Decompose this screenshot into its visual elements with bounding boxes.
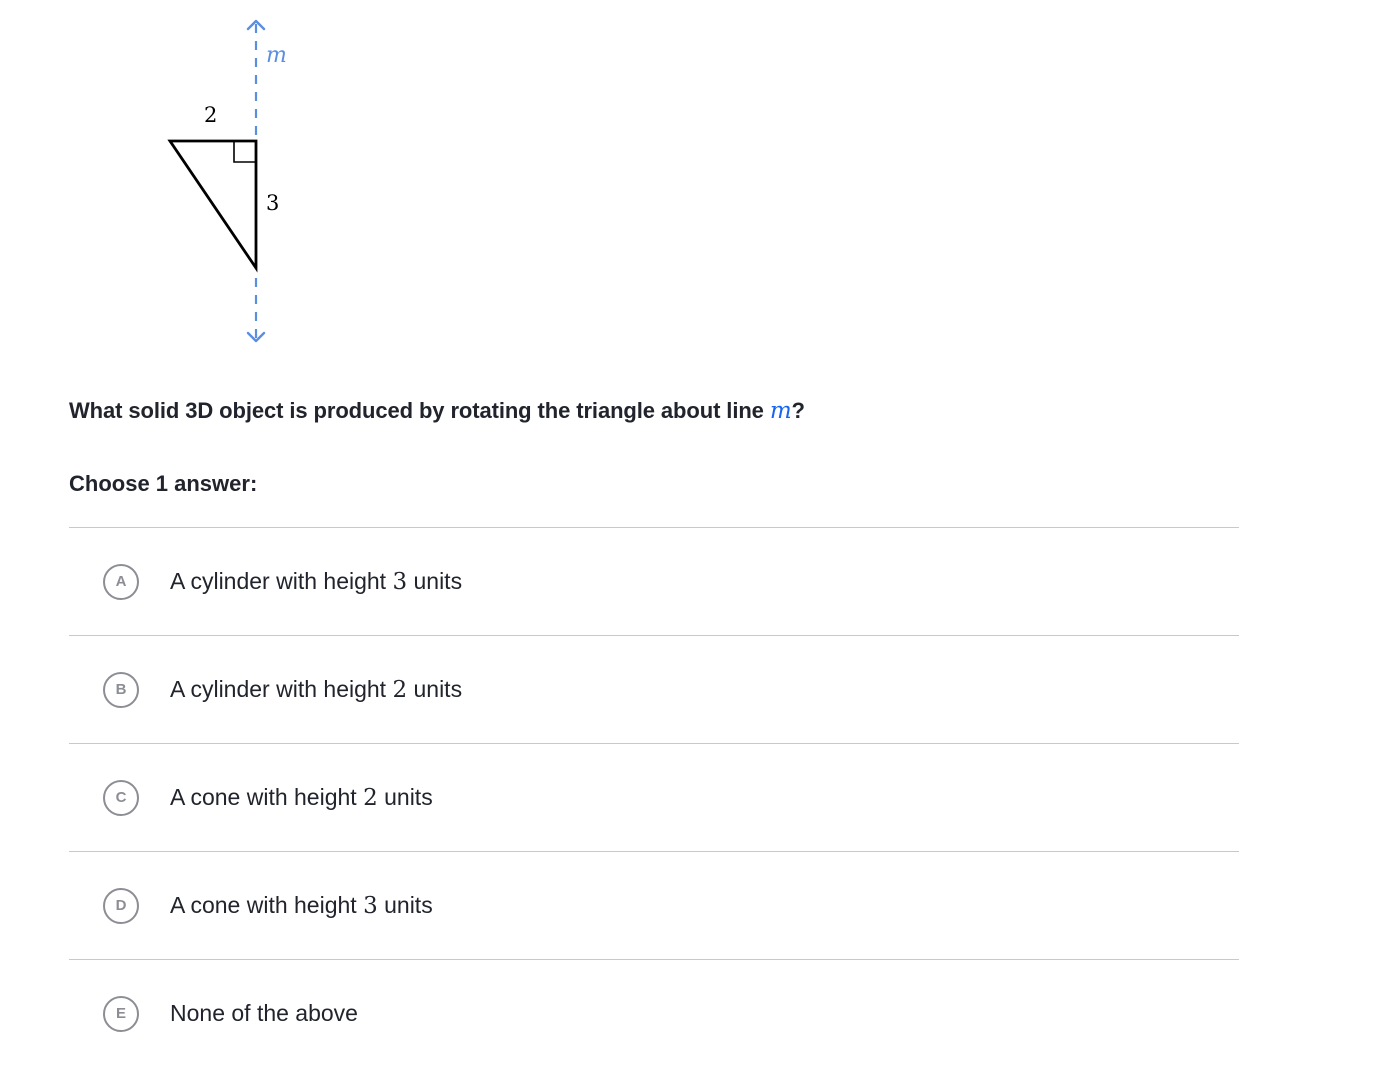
choice-a-text <box>170 568 462 595</box>
question-variable-m: m <box>769 398 792 424</box>
choice-b-number: 2 <box>392 677 408 703</box>
choice-c-number: 2 <box>363 785 378 811</box>
choose-answer-prompt: Choose 1 answer: <box>69 471 258 496</box>
choice-b[interactable] <box>69 636 1239 744</box>
choice-d-number: 3 <box>363 893 378 919</box>
choice-b-text-after: units <box>407 676 463 702</box>
choice-a-number: 3 <box>392 569 408 595</box>
choice-b-letter-badge: B <box>103 672 139 708</box>
choice-a-letter-badge: A <box>103 564 139 600</box>
choice-d-text-before: A cone with height <box>170 892 364 918</box>
triangle-rotation-figure <box>150 10 310 360</box>
choice-e-text-before: None of the above <box>170 1000 358 1026</box>
choice-e-text <box>170 1000 358 1027</box>
choice-a[interactable] <box>69 528 1239 636</box>
choice-a-text-before: A cylinder with height <box>170 568 393 594</box>
leg-side-label: 3 <box>266 191 280 215</box>
choice-c-text-before: A cone with height <box>170 784 364 810</box>
choice-d-letter-badge: D <box>103 888 139 924</box>
choice-e-letter-badge: E <box>103 996 139 1032</box>
figure-svg <box>150 10 310 360</box>
right-triangle <box>170 141 256 268</box>
question-text-before: What solid 3D object is produced by rotating the triangle about line <box>69 398 770 423</box>
answer-choices-list <box>69 527 1239 1067</box>
choice-c[interactable] <box>69 744 1239 852</box>
choice-c-text <box>170 784 433 811</box>
choice-d[interactable] <box>69 852 1239 960</box>
choice-c-text-after: units <box>377 784 433 810</box>
choice-a-text-after: units <box>407 568 463 594</box>
choice-b-text <box>170 676 462 703</box>
line-m-label: m <box>266 43 287 68</box>
question-text-after: ? <box>791 398 805 423</box>
choice-c-letter-badge: C <box>103 780 139 816</box>
choice-d-text <box>170 892 433 919</box>
choice-e[interactable] <box>69 960 1239 1067</box>
right-angle-marker <box>234 141 256 162</box>
question-text <box>69 398 805 424</box>
choice-d-text-after: units <box>377 892 433 918</box>
choice-b-text-before: A cylinder with height <box>170 676 393 702</box>
leg-top-label: 2 <box>204 103 218 127</box>
